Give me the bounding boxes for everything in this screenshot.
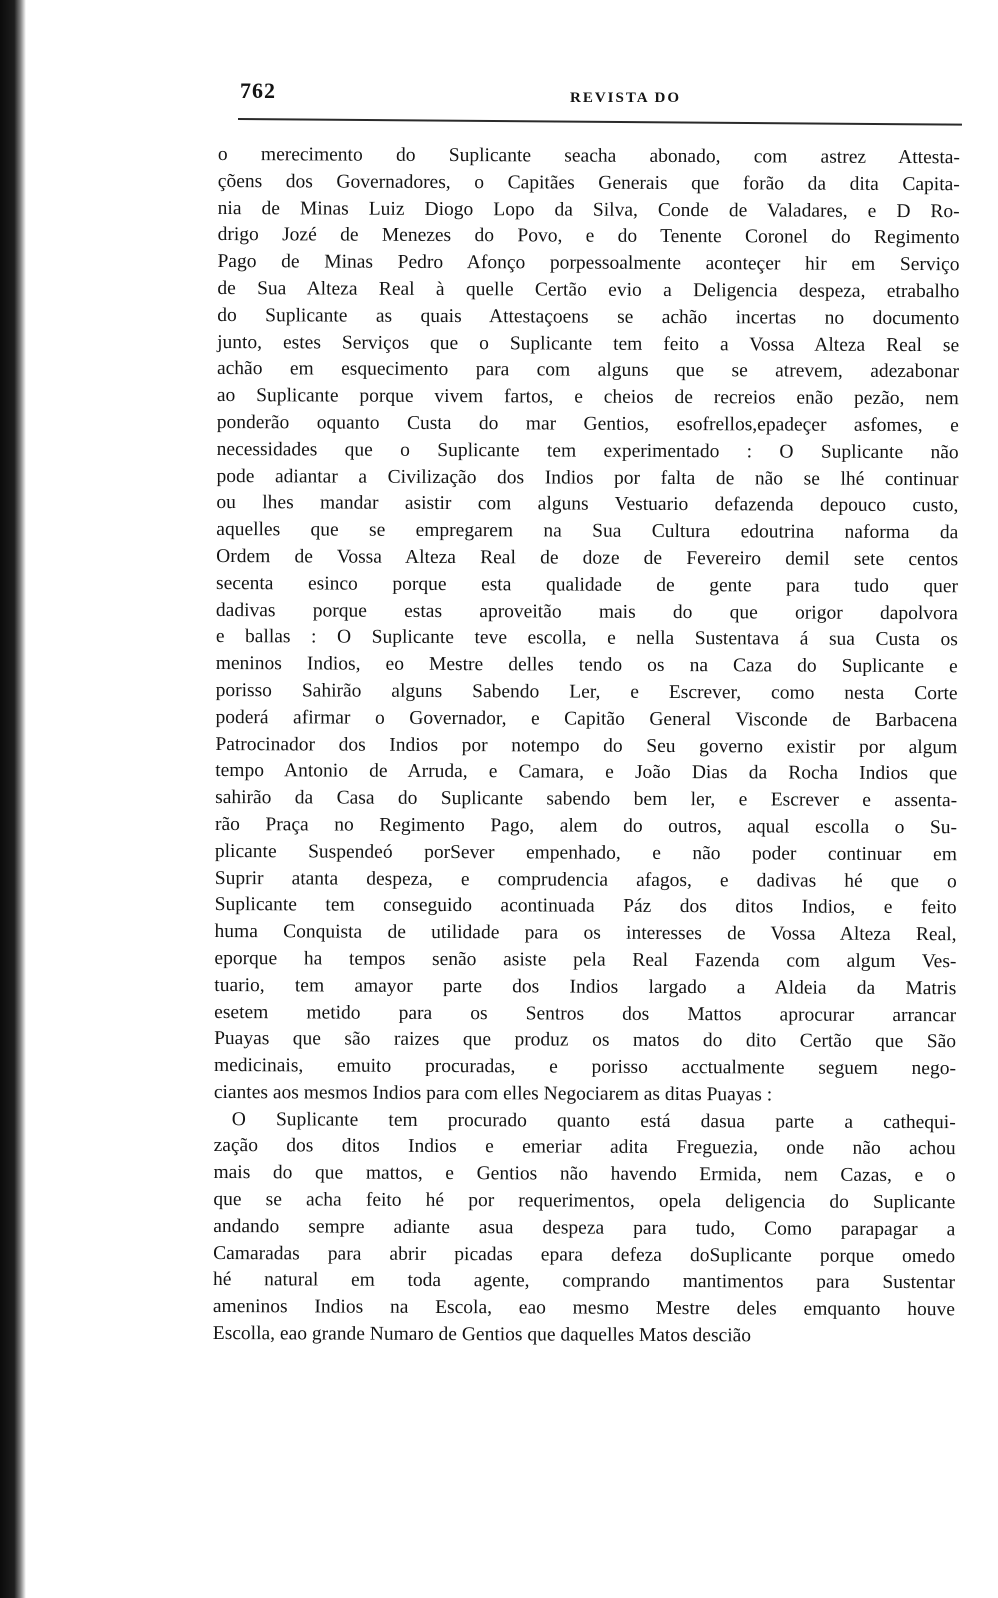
text-line: hé natural em toda agente, comprando mantimentos para Sustentar [212, 1269, 956, 1294]
text-line: poderá afirmar o Governador, e Capitão General Visconde de Barbacena [215, 706, 958, 731]
text-line: Escolla, eao grande Numaro de Gentios que daquelles Matos descião [212, 1323, 752, 1347]
text-line: eporque ha tempos senão asiste pela Real Fazenda com algum Ves- [214, 947, 957, 973]
text-line: e ballas : O Suplicante teve escolla, e nella Sustentava á sua Custa os [215, 626, 958, 651]
text-line: Suprir atanta despeza, e comprudencia afagos, e dadivas hé que o [214, 867, 957, 892]
text-line: Suplicante tem conseguido acontinuada Páz dos ditos Indios, e feito [214, 894, 957, 919]
text-line: zação dos ditos Indios e emeriar adita Freguezia, onde não achou [213, 1135, 956, 1160]
text-line: que se acha feito hé por requerimentos, opela deligencia do Suplicante [213, 1189, 956, 1214]
text-line: do Suplicante as quais Attestaçoens se achão incertas no documento [217, 304, 960, 330]
text-line: meninos Indios, eo Mestre delles tendo os na Caza do Suplicante e [215, 653, 958, 678]
text-line: o merecimento do Suplicante seacha abonado, com astrez Attesta- [217, 143, 960, 169]
text-line: Puayas que são raizes que produz os matos do dito Certão que São [214, 1028, 957, 1053]
text-line: huma Conquista de utilidade para os interesses de Vossa Alteza Real, [214, 921, 957, 946]
text-line: nia de Minas Luiz Diogo Lopo da Silva, Conde de Valadares, e D Ro- [217, 197, 960, 222]
text-line: ou lhes mandar asistir com alguns Vestuario defazenda depouco custo, [216, 492, 959, 517]
text-line: andando sempre adiante asua despeza para tudo, Como parapagar a [213, 1215, 956, 1241]
text-line: plicante Suspendeó porSever empenhado, e não poder continuar em [214, 840, 957, 865]
text-line: junto, estes Serviços que o Suplicante tem feito a Vossa Alteza Real se [217, 331, 960, 356]
text-line: drigo Jozé de Menezes do Povo, e do Tenente Coronel do Regimento [217, 224, 960, 249]
text-line: mais do que mattos, e Gentios não havendo Ermida, nem Cazas, e o [213, 1162, 956, 1187]
text-line: tempo Antonio de Arruda, e Camara, e João Dias da Rocha Indios que [215, 760, 958, 785]
text-line: porisso Sahirão alguns Sabendo Ler, e Escrever, como nesta Corte [215, 679, 958, 705]
text-line: medicinais, emuito procuradas, e porisso acctualmente seguem nego- [213, 1055, 957, 1080]
text-line: secenta esinco porque esta qualidade de gente para tudo quer [216, 572, 959, 597]
page-header [240, 78, 960, 118]
text-line: çõens dos Governadores, o Capitães Generais que forão da dita Capita- [217, 170, 960, 196]
text-line: necessidades que o Suplicante tem experimentado : O Suplicante não [216, 438, 959, 464]
text-line: Pago de Minas Pedro Afonço porpessoalmente aconteçer hir em Serviço [217, 251, 960, 276]
text-line: O Suplicante tem procurado quanto está dasua parte a cathequi- [231, 1108, 956, 1133]
text-line: esetem metido para os Sentros dos Mattos aprocurar arrancar [214, 1001, 957, 1026]
text-line: Patrocinador dos Indios por notempo do Seu governo existir por algum [215, 733, 958, 758]
text-line: dadivas porque estas aproveitão mais do que origor dapolvora [215, 599, 958, 624]
page-number: 762 [240, 78, 276, 103]
text-line: rão Praça no Regimento Pago, alem do outros, aqual escolla o Su- [214, 813, 958, 839]
text-line: ameninos Indios na Escola, eao mesmo Mestre deles emquanto houve [212, 1296, 955, 1321]
text-line: de Sua Alteza Real à quelle Certão evio a Deligencia despeza, etrabalho [217, 277, 960, 303]
text-line: ciantes aos mesmos Indios para com elles Negociarem as ditas Puayas : [213, 1081, 773, 1106]
text-line: tuario, tem amayor parte dos Indios largado a Aldeia da Matris [214, 974, 957, 999]
text-line: aquelles que se empregarem na Sua Cultura edoutrina naforma da [216, 519, 959, 544]
text-line: Ordem de Vossa Alteza Real de doze de Fevereiro demil sete centos [216, 545, 959, 571]
text-line: pode adiantar a Civilização dos Indios por falta de não se lhé continuar [216, 465, 959, 490]
body-text [213, 142, 960, 1351]
text-line: sahirão da Casa do Suplicante sabendo bem ler, e Escrever e assenta- [215, 787, 958, 812]
text-line: ao Suplicante porque vivem fartos, e cheios de recreios enão pezão, nem [216, 385, 959, 410]
text-line: ponderão oquanto Custa do mar Gentios, esofrellos,epadeçer asfomes, e [216, 411, 959, 437]
header-rule [238, 118, 962, 126]
page-edge-shadow [0, 0, 26, 1598]
text-line: achão em esquecimento para com alguns que se atrevem, adezabonar [216, 358, 960, 383]
text-line: Camaradas para abrir picadas epara defeza doSuplicante porque omedo [213, 1242, 956, 1267]
running-head: REVISTA DO [570, 90, 681, 106]
